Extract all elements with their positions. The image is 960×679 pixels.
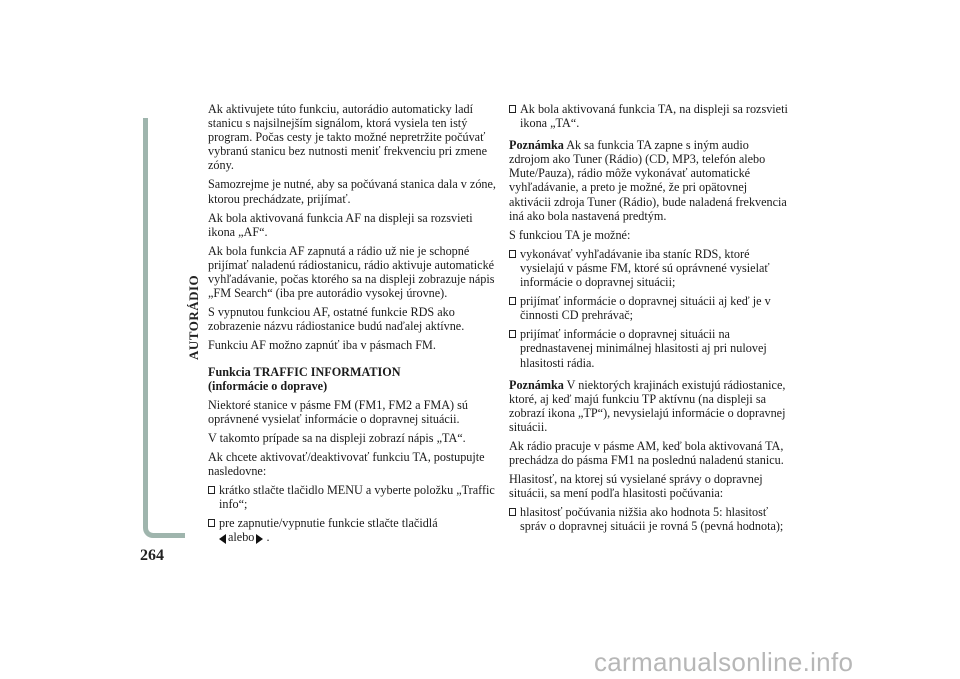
checkbox-bullet-icon	[509, 297, 516, 305]
list-item-text: prijímať informácie o dopravnej situácii aj keď je v činnosti CD prehrávač;	[520, 294, 771, 323]
heading-line-1: Funkcia TRAFFIC INFORMATION	[208, 364, 401, 379]
page-number: 264	[140, 547, 164, 564]
list-item	[509, 505, 789, 533]
arrow-right-icon	[256, 534, 263, 544]
paragraph: Ak bola aktivovaná funkcia AF na displeji sa rozsvieti ikona „AF“.	[208, 210, 473, 239]
list-item	[509, 294, 789, 322]
left-column	[208, 102, 498, 550]
note-label: Poznámka	[509, 377, 564, 392]
list-item-text: Ak bola aktivovaná funkcia TA, na displeji sa rozsvieti ikona „TA“.	[520, 102, 788, 131]
paragraph: Ak rádio pracuje v pásme AM, keď bola aktivovaná TA, prechádza do pásma FM1 na poslednú naladenú stanicu.	[509, 438, 784, 468]
checkbox-bullet-icon	[509, 330, 516, 338]
list-item	[208, 483, 498, 511]
note-label: Poznámka	[509, 138, 564, 153]
paragraph: Ak bola funkcia AF zapnutá a rádio už nie je schopné prijímať naladenú rádiostanicu, rádio aktivuje automatické vyhľadávanie, počas ktorého sa na displeji zobrazuje nápis „FM Search“ (iba pre autorádio vysokej úrovne).	[208, 243, 495, 301]
list-item	[509, 327, 789, 369]
paragraph: S vypnutou funkciou AF, ostatné funkcie RDS ako zobrazenie názvu rádiostanice budú naďalej aktívne.	[208, 305, 465, 334]
paragraph: Funkciu AF možno zapnúť iba v pásmach FM.	[208, 338, 436, 353]
list-item	[208, 516, 498, 544]
note-text: V niektorých krajinách existujú rádiostanice, ktoré, aj keď majú funkciu TP aktívnu (na displeji sa zobrazí ikona „TP“), nevysielajú informácie o dopravnej situácii.	[509, 377, 786, 434]
paragraph: Ak chcete aktivovať/deaktivovať funkciu TA, postupujte nasledovne:	[208, 449, 485, 479]
list-item-text: pre zapnutie/vypnutie funkcie stlačte tlačidlá	[219, 516, 438, 531]
arrow-left-icon	[219, 534, 226, 544]
section-heading	[208, 365, 498, 393]
paragraph: Niektoré stanice v pásme FM (FM1, FM2 a FMA) sú oprávnené vysielať informácie o dopravnej situácii.	[208, 397, 468, 426]
list-item	[509, 102, 789, 130]
note	[509, 138, 789, 223]
list-item-text: prijímať informácie o dopravnej situácii na prednastavenej minimálnej hlasitosti aj pri nulovej hlasitosti rádia.	[520, 327, 767, 370]
section-side-bar	[143, 118, 185, 538]
list-item-or: alebo	[228, 530, 255, 545]
checkbox-bullet-icon	[208, 519, 215, 527]
list-item	[509, 247, 789, 289]
checkbox-bullet-icon	[208, 486, 215, 494]
list-item-text: hlasitosť počúvania nižšia ako hodnota 5: hlasitosť správ o dopravnej situácii je rovná 5 (pevná hodnota);	[520, 505, 784, 534]
note-text: Ak sa funkcia TA zapne s iným audio zdrojom ako Tuner (Rádio) (CD, MP3, telefón alebo Mute/Pauza), rádio môže vykonávať automatické vyhľadávanie, a preto je možné, že pri opätovnej aktivácii zdroja Tuner (Rádio), bude naladená frekvencia iná ako bola nastavená predtým.	[509, 138, 787, 223]
checkbox-bullet-icon	[509, 508, 516, 516]
list-item-end: .	[266, 530, 270, 545]
paragraph: Samozrejme je nutné, aby sa počúvaná stanica dala v zóne, ktorou prechádzate, prijímať.	[208, 177, 496, 206]
checkbox-bullet-icon	[509, 250, 516, 258]
paragraph: Ak aktivujete túto funkciu, autorádio automaticky ladí stanicu s najsilnejším signálom, ktorá vysiela ten istý program. Počas cesty je takto možné nepretržite počúvať vybranú stanicu bez nutnosti meniť frekvenciu pri zmene zóny.	[208, 102, 487, 173]
list-item-text: vykonávať vyhľadávanie iba staníc RDS, ktoré vysielajú v pásme FM, ktoré sú oprávnené vysielať informácie o dopravnej situácii;	[520, 246, 770, 290]
watermark: carmanualsonline.info	[594, 647, 854, 677]
right-column	[509, 102, 789, 539]
paragraph: Hlasitosť, na ktorej sú vysielané správy o dopravnej situácii, sa mení podľa hlasitosti počúvania:	[509, 472, 763, 501]
list-item-text: krátko stlačte tlačidlo MENU a vyberte položku „Traffic info“;	[219, 483, 495, 512]
note	[509, 378, 789, 434]
paragraph: V takomto prípade sa na displeji zobrazí nápis „TA“.	[208, 430, 466, 445]
section-label: AUTORÁDIO	[186, 274, 201, 360]
checkbox-bullet-icon	[509, 105, 516, 113]
paragraph: S funkciou TA je možné:	[509, 227, 631, 242]
heading-line-2: (informácie o doprave)	[208, 378, 328, 393]
